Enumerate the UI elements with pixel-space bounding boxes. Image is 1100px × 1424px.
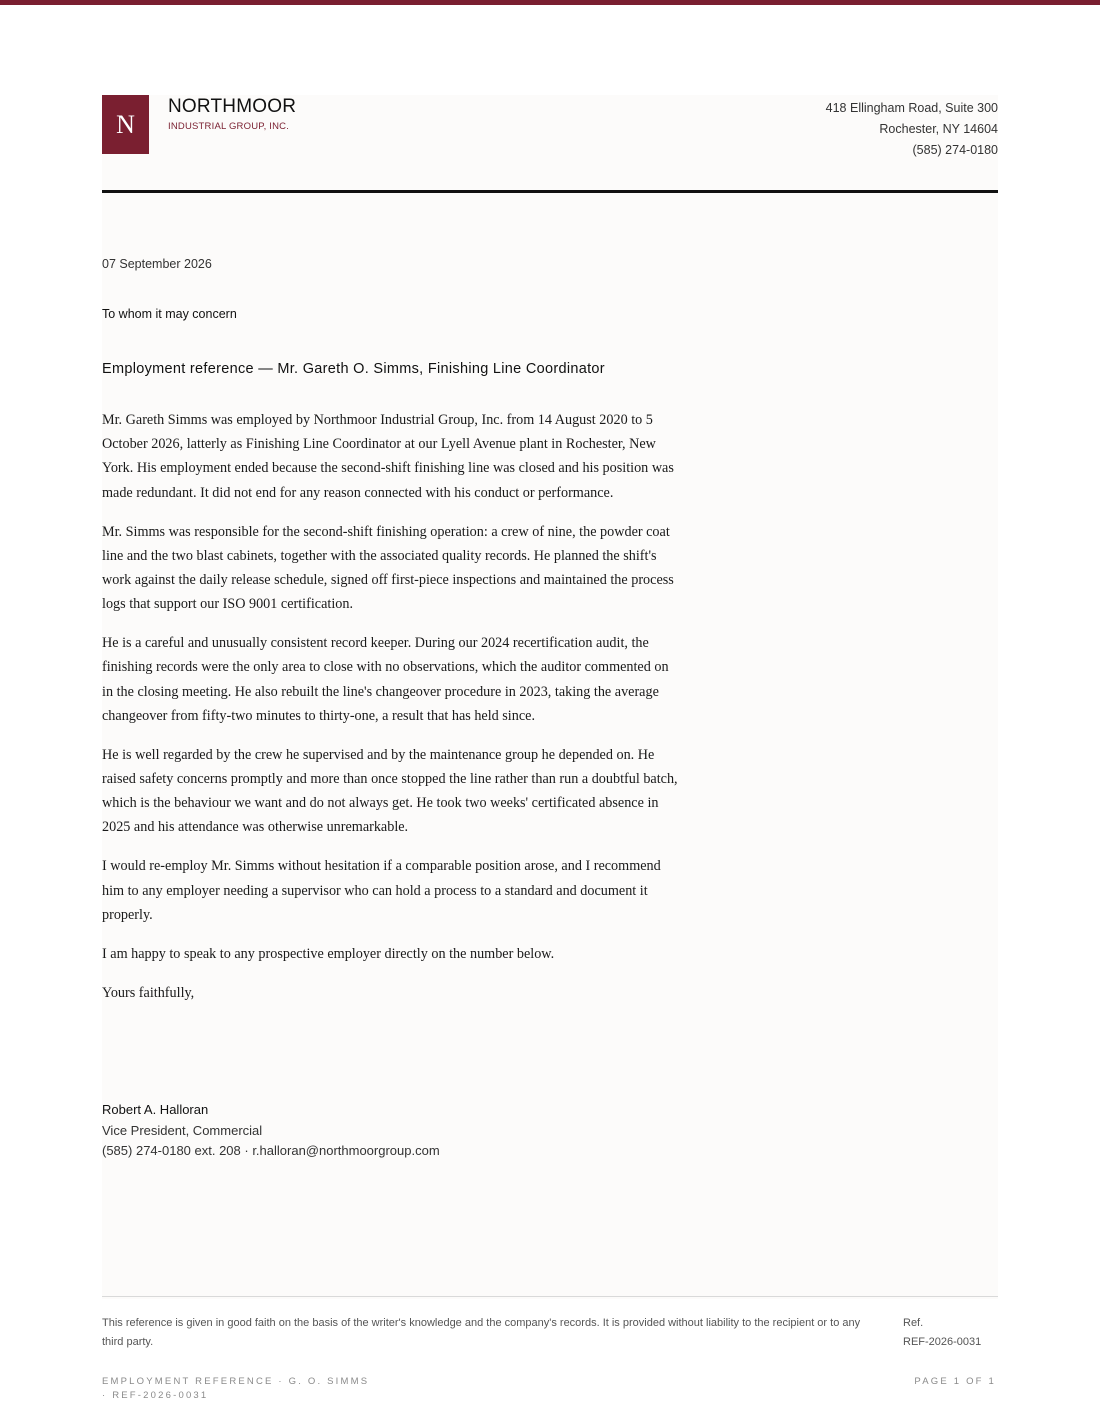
closing: Yours faithfully, bbox=[102, 984, 195, 1001]
footer-divider bbox=[102, 1296, 998, 1297]
signer-name: Robert A. Halloran bbox=[102, 1102, 209, 1117]
company-name: NORTHMOOR bbox=[168, 96, 297, 117]
address-line: 418 Ellingham Road, Suite 300 bbox=[825, 101, 998, 115]
body-paragraph: He is a careful and unusually consistent record keeper. During our 2024 recertification audit, the finishing records were the only area to close with no observations, which the auditor commented on in the closing meeting. He also rebuilt the line's changeover procedure in 2023, taking the average changeover from fifty-two minutes to thirty-one, a result that has held since. bbox=[102, 635, 669, 724]
reference-label: Ref. bbox=[903, 1317, 924, 1329]
letter-date: 07 September 2026 bbox=[102, 257, 212, 271]
disclaimer-text: This reference is given in good faith on the basis of the writer's knowledge and the company's records. It is provided without liability to the recipient or to any third party. bbox=[102, 1317, 861, 1348]
company-phone: (585) 274-0180 bbox=[912, 143, 998, 157]
header-divider bbox=[102, 190, 998, 193]
company-subtitle: INDUSTRIAL GROUP, INC. bbox=[168, 121, 290, 132]
reference-number: REF-2026-0031 bbox=[903, 1336, 982, 1348]
signer-title: Vice President, Commercial bbox=[102, 1123, 263, 1138]
subject-line: Employment reference — Mr. Gareth O. Simms, Finishing Line Coordinator bbox=[102, 361, 605, 377]
salutation: To whom it may concern bbox=[102, 307, 237, 321]
logo-letter: N bbox=[116, 110, 135, 139]
running-footer-left: EMPLOYMENT REFERENCE · G. O. SIMMS · REF-2026-0031 bbox=[102, 1376, 370, 1401]
body-paragraph: He is well regarded by the crew he supervised and by the maintenance group he depended on. He raised safety concerns promptly and more than once stopped the line rather than run a doubtful batch, which is the behaviour we want and do not always get. He took two weeks' certificated absence in 2025 and his attendance was otherwise unremarkable. bbox=[102, 746, 678, 836]
body-paragraph: Mr. Simms was responsible for the second-shift finishing operation: a crew of nine, the powder coat line and the two blast cabinets, together with the associated quality records. He planned the shift's work against the daily release schedule, signed off first-piece inspections and maintained the process logs that support our ISO 9001 certification. bbox=[102, 523, 674, 613]
address-line: Rochester, NY 14604 bbox=[879, 122, 998, 136]
letter-body bbox=[102, 408, 682, 1020]
company-address bbox=[826, 98, 998, 161]
page-indicator: PAGE 1 OF 1 bbox=[914, 1376, 996, 1387]
body-paragraph: I would re-employ Mr. Simms without hesitation if a comparable position arose, and I recommend him to any employer needing a supervisor who can hold a process to a standard and document it properly. bbox=[102, 858, 661, 923]
body-paragraph: Mr. Gareth Simms was employed by Northmoor Industrial Group, Inc. from 14 August 2020 to 5 October 2026, latterly as Finishing Line Coordinator at our Lyell Avenue plant in Rochester, New York. His employment ended because the second-shift finishing line was closed and his position was made redundant. It did not end for any reason connected with his conduct or performance. bbox=[102, 412, 674, 501]
company-logo bbox=[102, 95, 149, 154]
signer-contact: (585) 274-0180 ext. 208 · r.halloran@northmoorgroup.com bbox=[102, 1143, 440, 1158]
body-paragraph: I am happy to speak to any prospective employer directly on the number below. bbox=[102, 945, 555, 962]
top-accent-rule bbox=[0, 0, 1100, 5]
